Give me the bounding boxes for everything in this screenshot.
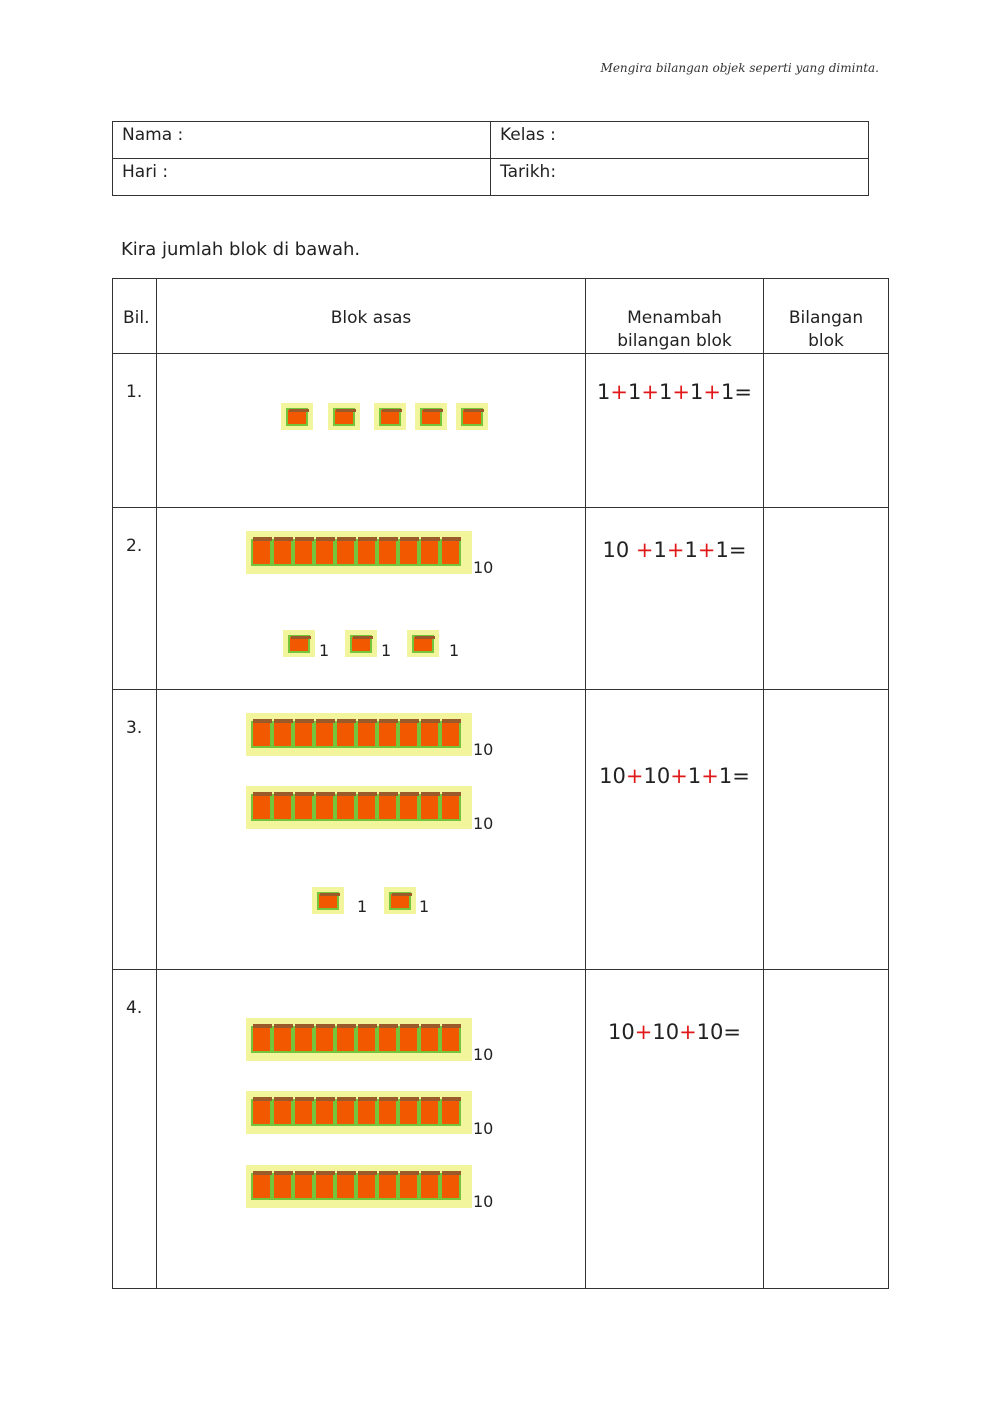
ten-rod-icon: [246, 1018, 472, 1061]
unit-block-icon: [328, 403, 360, 430]
block-cell: [157, 970, 586, 1289]
kelas-field[interactable]: Kelas :: [491, 122, 869, 159]
row-number: 1.: [113, 354, 157, 508]
unit-label: 1: [357, 897, 368, 916]
unit-block-icon: [374, 403, 406, 430]
answer-cell[interactable]: [764, 354, 889, 508]
header-menambah-line2: bilangan blok: [617, 330, 732, 351]
unit-block-icon: [345, 630, 377, 657]
header-note: Mengira bilangan objek seperti yang diminta.: [600, 61, 879, 75]
block-count-table: [112, 278, 889, 1289]
rod-label: 10: [473, 740, 494, 759]
unit-block-icon: [415, 403, 447, 430]
table-row: [113, 690, 889, 970]
answer-cell[interactable]: [764, 690, 889, 970]
nama-field[interactable]: Nama :: [113, 122, 491, 159]
rod-label: 10: [473, 1045, 494, 1064]
answer-cell[interactable]: [764, 970, 889, 1289]
block-cell: [157, 508, 586, 690]
row-number: 2.: [113, 508, 157, 690]
row-number: 4.: [113, 970, 157, 1289]
header-bil: Bil.: [113, 279, 157, 354]
unit-block-icon: [281, 403, 313, 430]
block-cell: [157, 354, 586, 508]
header-menambah-line1: Menambah: [627, 308, 722, 328]
unit-block-icon: [407, 630, 439, 657]
ten-rod-icon: [246, 531, 472, 574]
instruction-text: Kira jumlah blok di bawah.: [121, 239, 361, 260]
rod-label: 10: [473, 1192, 494, 1211]
header-bilangan-line2: blok: [808, 330, 844, 351]
rod-label: 10: [473, 558, 494, 577]
unit-label: 1: [449, 641, 460, 660]
header-blok-asas: Blok asas: [157, 279, 586, 354]
table-row: [113, 354, 889, 508]
rod-label: 10: [473, 1119, 494, 1138]
header-menambah: [586, 279, 764, 354]
table-row: [113, 508, 889, 690]
unit-block-icon: [283, 630, 315, 657]
unit-label: 1: [381, 641, 392, 660]
sum-expression: 10+10+10=: [586, 970, 764, 1289]
sum-expression: 10+10+1+1=: [586, 690, 764, 970]
sum-expression: 1+1+1+1+1=: [586, 354, 764, 508]
tarikh-field[interactable]: Tarikh:: [491, 159, 869, 196]
header-bilangan-line1: Bilangan: [788, 308, 864, 328]
row-number: 3.: [113, 690, 157, 970]
unit-label: 1: [419, 897, 430, 916]
table-row: [113, 970, 889, 1289]
ten-rod-icon: [246, 713, 472, 756]
unit-label: 1: [319, 641, 330, 660]
sum-expression: 10 +1+1+1=: [586, 508, 764, 690]
unit-block-icon: [456, 403, 488, 430]
ten-rod-icon: [246, 786, 472, 829]
hari-field[interactable]: Hari :: [113, 159, 491, 196]
unit-block-icon: [312, 887, 344, 914]
rod-label: 10: [473, 814, 494, 833]
header-bilangan: [764, 279, 889, 354]
ten-rod-icon: [246, 1165, 472, 1208]
unit-block-icon: [384, 887, 416, 914]
block-cell: [157, 690, 586, 970]
ten-rod-icon: [246, 1091, 472, 1134]
answer-cell[interactable]: [764, 508, 889, 690]
student-info-table: [112, 121, 869, 196]
